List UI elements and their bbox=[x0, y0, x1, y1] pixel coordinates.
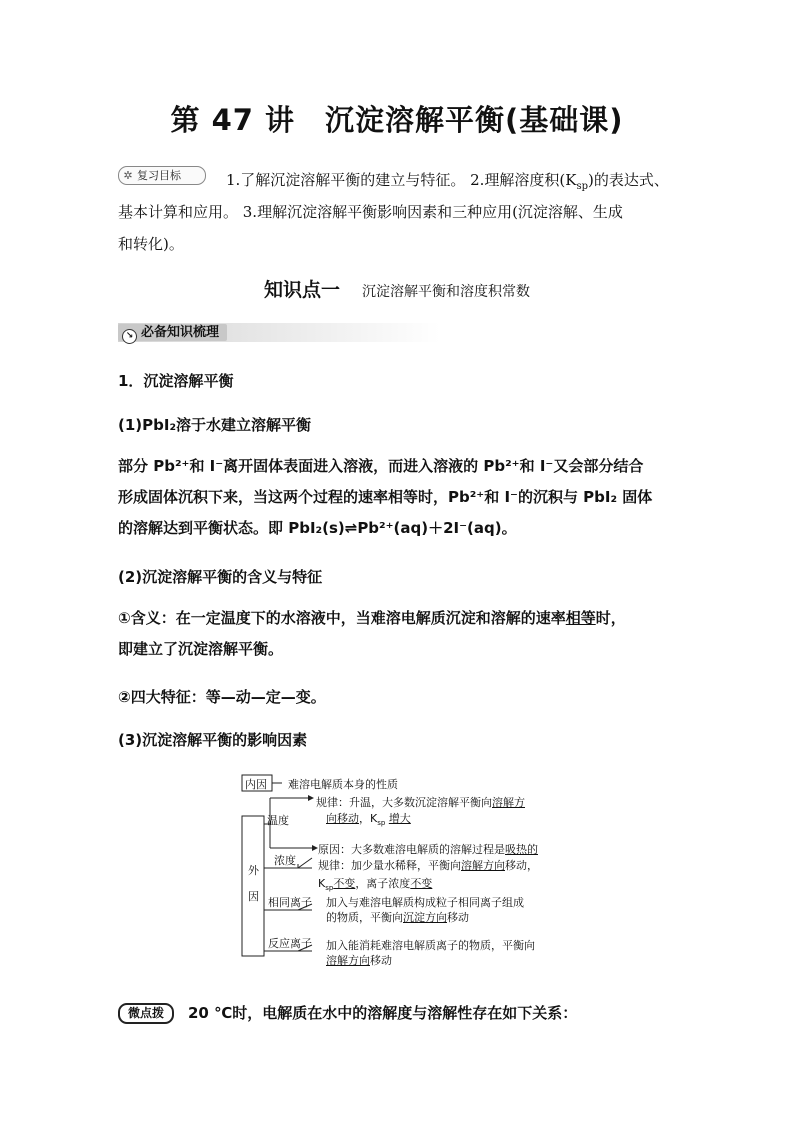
conc-rule-2 bbox=[318, 875, 432, 892]
temp-rule-a: 规律：升温，大多数沉淀溶解平衡向 bbox=[316, 796, 492, 809]
temp-reason bbox=[318, 841, 538, 857]
conc-d: ，离子浓度 bbox=[355, 877, 411, 890]
temp-rule-2 bbox=[326, 810, 411, 827]
react-u: 溶解方向 bbox=[326, 954, 370, 967]
conc-sp: sp bbox=[325, 884, 334, 893]
same-b: 的物质，平衡向 bbox=[326, 911, 403, 924]
temp-rule-u3: 增大 bbox=[388, 812, 411, 825]
temp-reason-u: 吸热的 bbox=[505, 843, 538, 856]
outer-cause-label bbox=[248, 858, 258, 910]
react-ion-b bbox=[326, 952, 392, 968]
conc-a: 规律：加少量水稀释，平衡向 bbox=[318, 859, 461, 872]
review-badge-label: 复习目标 bbox=[137, 169, 181, 182]
arrow-circle-icon: ↘ bbox=[122, 329, 137, 344]
kp-title: 沉淀溶解平衡和溶度积常数 bbox=[362, 284, 530, 300]
meaning-line-2: 即建立了沉淀溶解平衡。 bbox=[118, 640, 284, 658]
heading-1a: (1)PbI₂溶于水建立溶解平衡 bbox=[118, 416, 312, 434]
tip-text: 20 ℃时，电解质在水中的溶解度与溶解性存在如下关系： bbox=[188, 1004, 578, 1022]
page-title: 第 47 讲 沉淀溶解平衡(基础课) bbox=[170, 103, 624, 137]
react-b: 移动 bbox=[370, 954, 392, 967]
conc-u2: 不变 bbox=[333, 877, 356, 890]
conc-label: 浓度 bbox=[274, 854, 296, 867]
conc-b: 移动， bbox=[505, 859, 538, 872]
knowledge-point-heading bbox=[0, 275, 794, 302]
same-ion-label: 相同离子 bbox=[268, 896, 312, 909]
conc-rule bbox=[318, 857, 538, 873]
kp-label: 知识点一 bbox=[263, 279, 340, 301]
same-c: 移动 bbox=[447, 911, 469, 924]
outer-cause-text: 外因 bbox=[248, 864, 259, 903]
temp-reason-a: 原因：大多数难溶电解质的溶解过程是 bbox=[318, 843, 505, 856]
goal-text-1: 1.了解沉淀溶解平衡的建立与特征。 2.理解溶度积(K bbox=[226, 171, 577, 189]
section-tag-label: 必备知识梳理 bbox=[141, 325, 220, 340]
same-ion-a: 加入与难溶电解质构成粒子相同离子组成 bbox=[326, 896, 524, 909]
temp-rule-u2: 向移动 bbox=[326, 812, 359, 825]
goal-line-2: 基本计算和应用。 3.理解沉淀溶解平衡影响因素和三种应用(沉淀溶解、生成 bbox=[118, 203, 623, 221]
sun-icon: ✲ bbox=[123, 169, 133, 182]
inner-cause-label: 内因 bbox=[245, 778, 267, 791]
meaning-underline: 相等 bbox=[565, 609, 596, 627]
para-line-1: 部分 Pb²⁺和 I⁻离开固体表面进入溶液，而进入溶液的 Pb²⁺和 I⁻又会部分结合 bbox=[118, 457, 644, 475]
conc-u3: 不变 bbox=[410, 877, 433, 890]
para-line-3: 的溶解达到平衡状态。即 PbI₂(s)⇌Pb²⁺(aq)＋2I⁻(aq)。 bbox=[118, 519, 517, 537]
heading-1b: (2)沉淀溶解平衡的含义与特征 bbox=[118, 568, 323, 586]
react-ion-label: 反应离子 bbox=[268, 937, 312, 950]
temp-rule-b: ，K bbox=[359, 812, 378, 825]
factors-diagram bbox=[238, 768, 578, 968]
heading-1: 1．沉淀溶解平衡 bbox=[118, 372, 234, 390]
tip-badge: 微点拨 bbox=[118, 1003, 174, 1024]
para-line-2: 形成固体沉积下来，当这两个过程的速率相等时，Pb²⁺和 I⁻的沉积与 PbI₂ 固体 bbox=[118, 488, 653, 506]
para-pbi2 bbox=[118, 451, 678, 544]
inner-cause-text: 难溶电解质本身的性质 bbox=[288, 778, 398, 791]
conc-c: K bbox=[318, 877, 326, 890]
goal-line-3: 和转化)。 bbox=[118, 235, 184, 253]
review-goal-badge bbox=[118, 166, 206, 185]
same-u: 沉淀方向 bbox=[403, 911, 447, 924]
temp-label: 温度 bbox=[267, 814, 289, 827]
meaning-post: 时， bbox=[595, 609, 626, 627]
meaning-pre: ①含义：在一定温度下的水溶液中，当难溶电解质沉淀和溶解的速率 bbox=[118, 609, 566, 627]
ksp-sub: sp bbox=[576, 181, 588, 192]
meaning-para bbox=[118, 603, 678, 665]
goal-text-1b: )的表达式、 bbox=[588, 171, 669, 189]
temp-rule bbox=[316, 794, 525, 810]
conc-u: 溶解方向 bbox=[461, 859, 505, 872]
temp-rule-u1: 溶解方 bbox=[492, 796, 525, 809]
heading-1c: (3)沉淀溶解平衡的影响因素 bbox=[118, 731, 308, 749]
meaning-line-1 bbox=[118, 603, 678, 634]
section-tag bbox=[118, 324, 227, 341]
features-line: ②四大特征：等—动—定—变。 bbox=[118, 688, 326, 706]
react-ion-a: 加入能消耗难溶电解质离子的物质，平衡向 bbox=[326, 939, 535, 952]
temp-rule-sp: sp bbox=[377, 819, 386, 828]
same-ion-b bbox=[326, 909, 469, 925]
